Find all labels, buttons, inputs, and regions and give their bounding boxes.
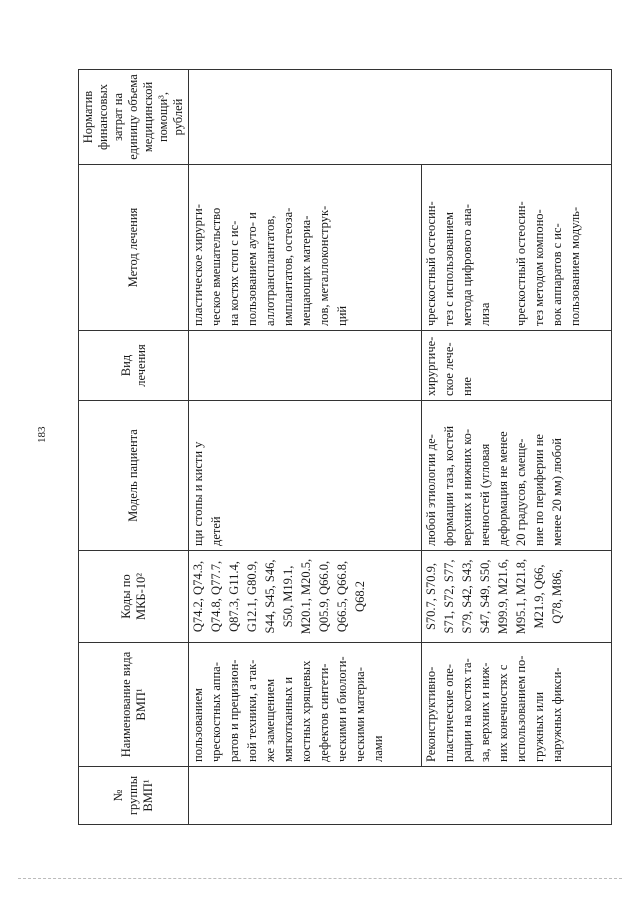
treatment-method-item: чрескостный остеосин- тез с использованием метода цифрового ана- лиза [423,201,492,326]
treatment-method-item: чрескостный остеосин- тез методом компоно- вок аппаратов с ис- пользованием модуль- [513,201,582,326]
treatment-method-cell [421,165,611,331]
patient-model-cell: любой этиологии де- формации таза, костей верхних и нижних ко- нечностей (угловая деформация не менее 20 градусов, смеще- ние по периферии не менее 20 мм) любой [421,401,611,551]
vmp-table [78,69,612,825]
treatment-type-cell [189,331,422,401]
header-financial-norm: Норматив финансовых затрат на единицу объема медицинской помощи³, рублей [79,70,189,165]
vmp-name-cell: пользованием чрескостных аппа- ратов и прецизион- ной техники, а так- же замещением мягкотканных и костных хрящевых дефектов синтети- ческими и биологи- ческими материа- лами [189,643,422,767]
header-vmp-name: Наименование вида ВМП¹ [79,643,189,767]
icd-codes-cell: S70.7, S70.9, S71, S72, S77, S79, S42, S43, S47, S49, S50, M99.9, M21.6, M95.1, M21.8, M21.9, Q66, Q78, M86, [421,551,611,643]
header-group-number: № группы ВМП¹ [79,767,189,825]
header-treatment-type: Вид лечения [79,331,189,401]
icd-codes-cell: Q74.2, Q74.3, Q74.8, Q77.7, Q87.3, G11.4, G12.1, G80.9, S44, S45, S46, S50, M19.1, M20.1, M20.5, Q05.9, Q66.0, Q66.5, Q66.8, Q68.2 [189,551,422,643]
rotated-table-container [78,70,612,825]
header-treatment-method: Метод лечения [79,165,189,331]
financial-norm-cell [189,70,612,165]
header-icd-codes: Коды по МКБ-10² [79,551,189,643]
scan-edge-line [18,878,622,879]
table-row [189,70,422,825]
treatment-type-cell: хирургиче- ское лече- ние [421,331,611,401]
table-row [421,70,611,825]
table-header-row [79,70,189,825]
header-patient-model: Модель пациента [79,401,189,551]
treatment-method-cell: пластическое хирурги- ческое вмешательство на костях стоп с ис- пользованием ауто- и аллотрансплантатов, имплантатов, остеоза- мещающих материа- лов, металлоконструк- ций [189,165,422,331]
page-number: 183 [36,426,48,443]
patient-model-cell: щи стопы и кисти у детей [189,401,422,551]
group-number-cell [189,767,612,825]
vmp-name-cell: Реконструктивно- пластические опе- рации на костях та- за, верхних и ниж- них конечностях с использованием по- гружных или наружных фикси- [421,643,611,767]
